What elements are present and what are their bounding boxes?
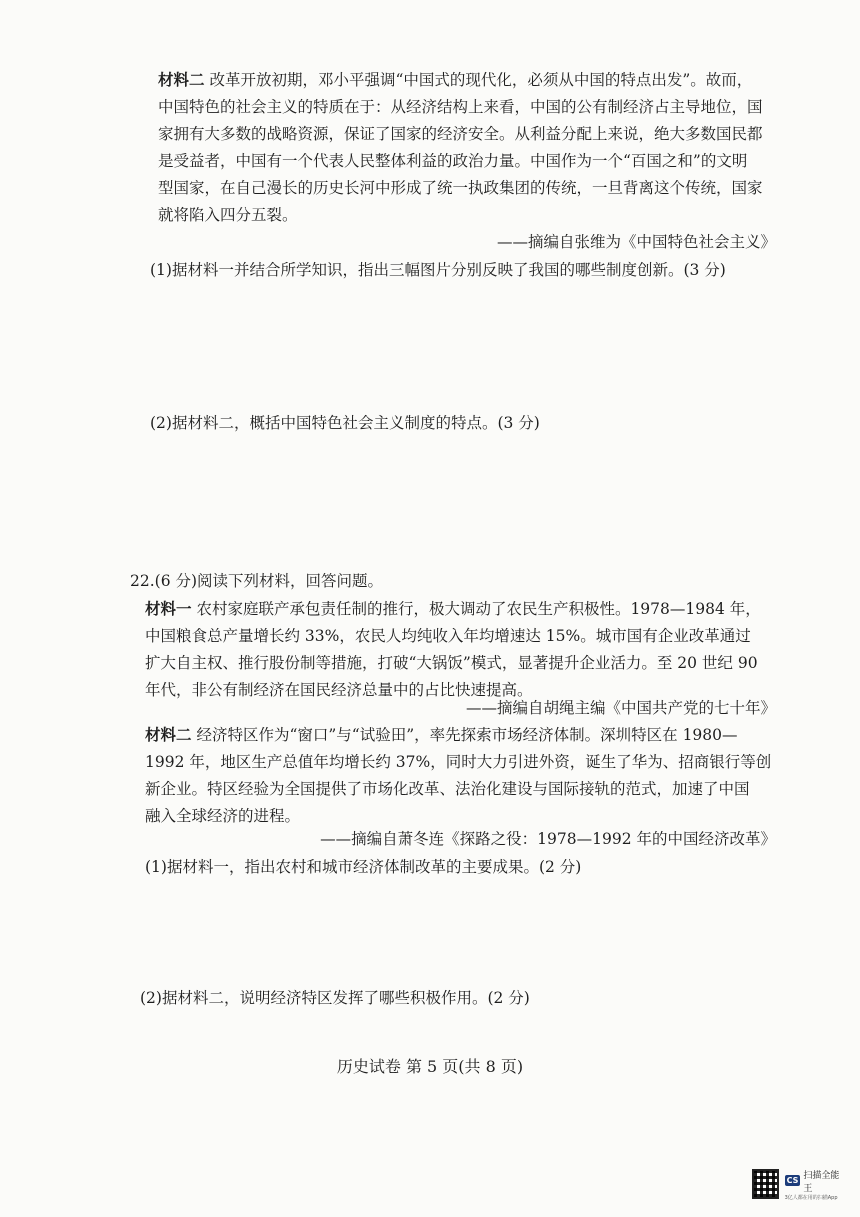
citation: ——摘编自张维为《中国特色社会主义》	[496, 233, 776, 251]
material-2b-line-4: 融入全球经济的进程。	[145, 807, 301, 825]
material-2-line-2: 中国特色的社会主义的特质在于：从经济结构上来看，中国的公有制经济占主导地位，国	[158, 98, 763, 116]
cs-logo-icon: CS	[786, 1176, 799, 1185]
material-1-line-3: 扩大自主权、推行股份制等措施，打破“大锅饭”模式，显著提升企业活力。至 20 世纪 90	[145, 654, 758, 672]
material-1-line-4: 年代，非公有制经济在国民经济总量中的占比快速提高。	[145, 681, 533, 699]
material-2b-line-1: 材料二 经济特区作为“窗口”与“试验田”，率先探索市场经济体制。深圳特区在 1980—	[145, 725, 738, 744]
material-2-line-4: 是受益者，中国有一个代表人民整体利益的政治力量。中国作为一个“百国之和”的文明	[158, 152, 748, 170]
question-22-2: (2)据材料二，说明经济特区发挥了哪些积极作用。(2 分)	[140, 989, 530, 1007]
page-footer: 历史试卷 第 5 页(共 8 页)	[336, 1057, 524, 1076]
material-2-line-6: 就将陷入四分五裂。	[158, 206, 298, 224]
material-1-line-2: 中国粮食总产量增长约 33%，农民人均纯收入年均增速达 15%。城市国有企业改革通过	[145, 627, 751, 645]
material-2-line-3: 家拥有大多数的战略资源，保证了国家的经济安全。从利益分配上来说，绝大多数国民都	[158, 125, 763, 143]
material-label: 材料二	[158, 70, 205, 89]
material-2-line-5: 型国家，在自己漫长的历史长河中形成了统一执政集团的传统，一旦背离这个传统，国家	[158, 179, 763, 197]
question-2: (2)据材料二，概括中国特色社会主义制度的特点。(3 分)	[150, 414, 540, 432]
material-label: 材料一	[145, 599, 192, 618]
question-22-1: (1)据材料一，指出农村和城市经济体制改革的主要成果。(2 分)	[145, 858, 582, 876]
material-1-line-1: 材料一 农村家庭联产承包责任制的推行，极大调动了农民生产积极性。1978—1984 年，	[145, 599, 761, 618]
material-2b-line-3: 新企业。特区经验为全国提供了市场化改革、法治化建设与国际接轨的范式，加速了中国	[145, 780, 750, 798]
material-2-line-1: 材料二 改革开放初期，邓小平强调“中国式的现代化，必须从中国的特点出发”。故而，	[158, 70, 753, 89]
scanner-tagline: 3亿人都在用的扫描App	[784, 1194, 838, 1201]
material-2b-line-2: 1992 年，地区生产总值年均增长约 37%，同时大力引进外资，诞生了华为、招商银行等创	[145, 753, 772, 771]
question-22-header: 22.(6 分)阅读下列材料，回答问题。	[130, 572, 384, 590]
scanner-watermark	[752, 1166, 840, 1202]
question-1: (1)据材料一并结合所学知识，指出三幅图片分别反映了我国的哪些制度创新。(3 分)	[150, 261, 726, 279]
citation: ——摘编自萧冬连《探路之役：1978—1992 年的中国经济改革》	[320, 830, 776, 848]
citation: ——摘编自胡绳主编《中国共产党的七十年》	[465, 699, 776, 717]
scanner-app-name: 扫描全能王	[803, 1170, 840, 1194]
qr-code-icon	[752, 1169, 779, 1199]
material-label: 材料二	[145, 725, 192, 744]
